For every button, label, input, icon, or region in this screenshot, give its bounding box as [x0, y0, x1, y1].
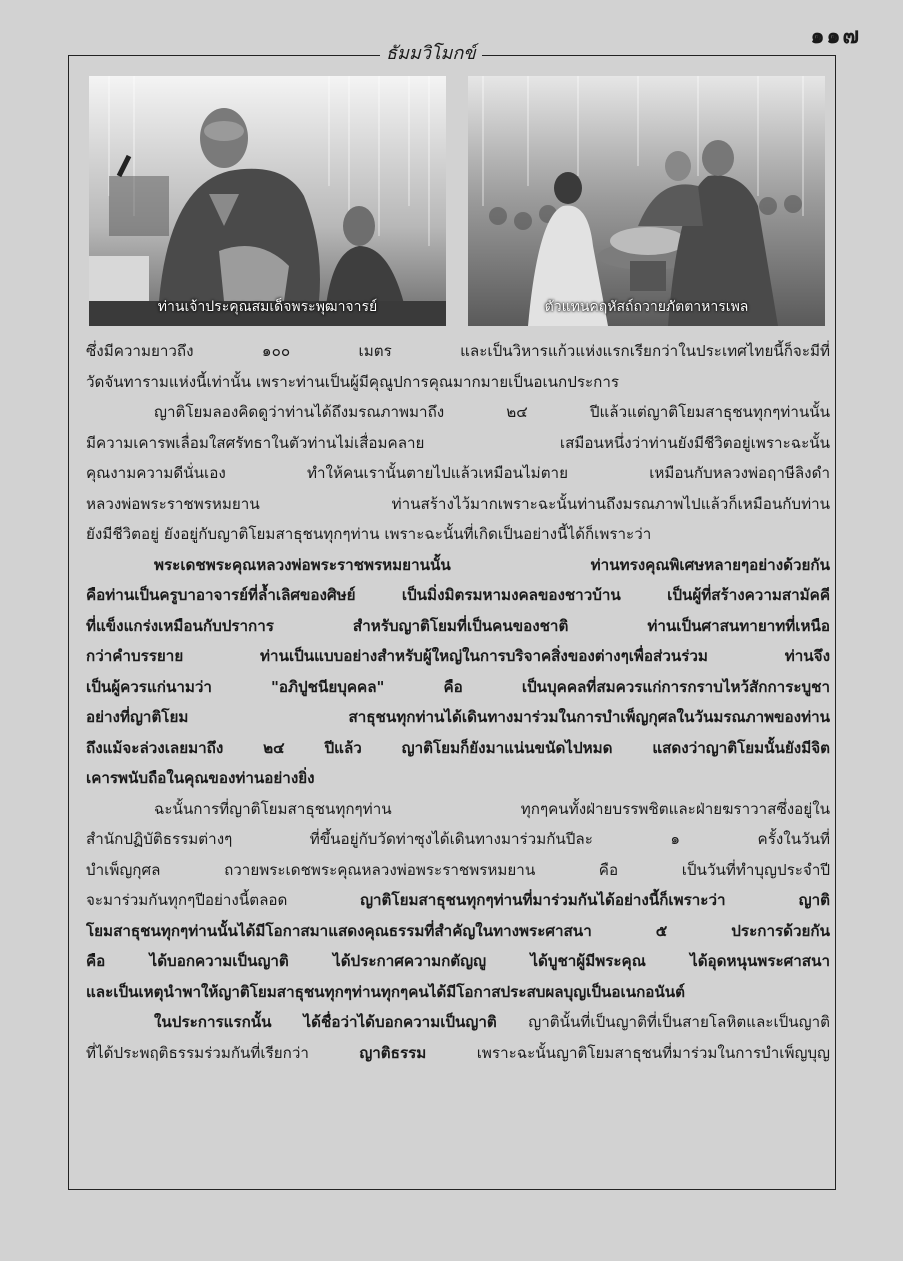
text-line: คุณงามความดีนั่นเอง ทำให้คนเรานั้นตายไปแล้วเหมือนไม่ตาย เหมือนกับหลวงพ่อฤาษีลิงดำ — [86, 464, 830, 482]
photo-caption-left: ท่านเจ้าประคุณสมเด็จพระพุฒาจารย์ — [157, 299, 378, 315]
text-line — [86, 1007, 830, 1038]
paragraph-5 — [86, 1007, 830, 1068]
text-line: ยังมีชีวิตอยู่ ยังอยู่กับญาติโยมสาธุชนทุกๆท่าน เพราะฉะนั้นที่เกิดเป็นอย่างนี้ได้ก็เพราะว่า — [86, 525, 652, 543]
photo-monk-seated-image — [89, 76, 446, 326]
text-line: สำนักปฏิบัติธรรมต่างๆ ที่ขึ้นอยู่กับวัดท่าซุงได้เดินทางมาร่วมกันปีละ ๑ ครั้งในวันที่ — [86, 830, 830, 848]
text-line: ที่แข็งแกร่งเหมือนกับปราการ สำหรับญาติโยมที่เป็นคนของชาติ ท่านเป็นศาสนทายาทที่เหนือ — [86, 616, 830, 635]
photo-food-offering-image — [468, 76, 825, 326]
photo-monk-seated — [89, 76, 446, 326]
text-line: อย่างที่ญาติโยม สาธุชนทุกท่านได้เดินทางมาร่วมในการบำเพ็ญกุศลในวันมรณภาพของท่าน — [86, 708, 830, 726]
paragraph-3-bold — [86, 550, 830, 794]
text-segment-bold: ญาติธรรม — [359, 1043, 427, 1062]
article-body — [86, 336, 830, 1068]
paragraph-4 — [86, 794, 830, 1008]
text-line: โยมสาธุชนทุกๆท่านนั้นได้มีโอกาสมาแสดงคุณธรรมที่สำคัญในทางพระศาสนา ๕ ประการด้วยกัน — [86, 921, 830, 940]
text-segment: จะมาร่วมกันทุกๆปีอย่างนี้ตลอด — [86, 891, 288, 909]
text-line: เป็นผู้ควรแก่นามว่า "อภิปูชนียบุคคล" คือ เป็นบุคคลที่สมควรแก่การกราบไหว้สักการะบูชา — [86, 677, 830, 696]
paragraph-2 — [86, 397, 830, 550]
photo-caption-right: ตัวแทนคฤหัสถ์ถวายภัตตาหารเพล — [544, 299, 749, 315]
text-line: พระเดชพระคุณหลวงพ่อพระราชพรหมยานนั้น ท่านทรงคุณพิเศษหลายๆอย่างด้วยกัน — [154, 555, 830, 574]
text-line: ฉะนั้นการที่ญาติโยมสาธุชนทุกๆท่าน ทุกๆคนทั้งฝ่ายบรรพชิตและฝ่ายฆราวาสซึ่งอยู่ใน — [154, 799, 830, 818]
page-number: ๑๑๗ — [810, 24, 861, 49]
text-segment-bold: ในประการแรกนั้น ได้ชื่อว่าได้บอกความเป็นญาติ — [154, 1013, 497, 1031]
text-line: บำเพ็ญกุศล ถวายพระเดชพระคุณหลวงพ่อพระราชพรหมยาน คือ เป็นวันที่ทำบุญประจำปี — [86, 860, 830, 879]
text-line — [86, 885, 830, 916]
paragraph-1 — [86, 336, 830, 397]
text-line — [86, 1038, 830, 1069]
text-line: มีความเคารพเลื่อมใสศรัทธาในตัวท่านไม่เสื่อมคลาย เสมือนหนึ่งว่าท่านยังมีชีวิตอยู่เพราะฉะนั้น — [86, 433, 830, 452]
text-line: กว่าคำบรรยาย ท่านเป็นแบบอย่างสำหรับผู้ใหญ่ในการบริจาคสิ่งของต่างๆเพื่อส่วนร่วม ท่านจึง — [86, 647, 830, 665]
text-line: วัดจันทารามแห่งนี้เท่านั้น เพราะท่านเป็นผู้มีคุณูปการคุณมากมายเป็นอเนกประการ — [86, 372, 620, 391]
text-line: คือท่านเป็นครูบาอาจารย์ที่ล้ำเลิศของศิษย์ เป็นมิ่งมิตรมหามงคลของชาวบ้าน เป็นผู้ที่สร้างความสามัคคี — [86, 586, 830, 604]
text-segment: ที่ได้ประพฤติธรรมร่วมกันที่เรียกว่า — [86, 1043, 309, 1062]
text-line: ญาติโยมลองคิดดูว่าท่านได้ถึงมรณภาพมาถึง ๒๔ ปีแล้วแต่ญาติโยมสาธุชนทุกๆท่านนั้น — [154, 403, 830, 421]
running-header: ธัมมวิโมกข์ — [380, 38, 482, 67]
text-line: ถึงแม้จะล่วงเลยมาถึง ๒๔ ปีแล้ว ญาติโยมก็ยังมาแน่นขนัดไปหมด แสดงว่าญาติโยมนั้นยังมีจิต — [86, 738, 830, 757]
text-line: คือ ได้บอกความเป็นญาติ ได้ประกาศความกตัญญู ได้บูชาผู้มีพระคุณ ได้อุดหนุนพระศาสนา — [86, 952, 830, 970]
photo-food-offering — [468, 76, 825, 326]
text-segment: ญาตินั้นที่เป็นญาติที่เป็นสายโลหิตและเป็นญาติ — [528, 1013, 830, 1031]
text-line: หลวงพ่อพระราชพรหมยาน ท่านสร้างไว้มากเพราะฉะนั้นท่านถึงมรณภาพไปแล้วก็เหมือนกับท่าน — [86, 494, 830, 513]
text-line: ซึ่งมีความยาวถึง ๑๐๐ เมตร และเป็นวิหารแก้วแห่งแรกเรียกว่าในประเทศไทยนี้ก็จะมีที่ — [86, 342, 830, 360]
text-line: เคารพนับถือในคุณของท่านอย่างยิ่ง — [86, 769, 315, 787]
text-segment-bold: ญาติโยมสาธุชนทุกๆท่านที่มาร่วมกันได้อย่างนี้ก็เพราะว่า ญาติ — [360, 891, 830, 909]
text-line: และเป็นเหตุนำพาให้ญาติโยมสาธุชนทุกๆท่านทุกๆคนได้มีโอกาสประสบผลบุญเป็นอเนกอนันต์ — [86, 982, 686, 1001]
text-segment: เพราะฉะนั้นญาติโยมสาธุชนที่มาร่วมในการบำเพ็ญบุญ — [476, 1043, 830, 1062]
